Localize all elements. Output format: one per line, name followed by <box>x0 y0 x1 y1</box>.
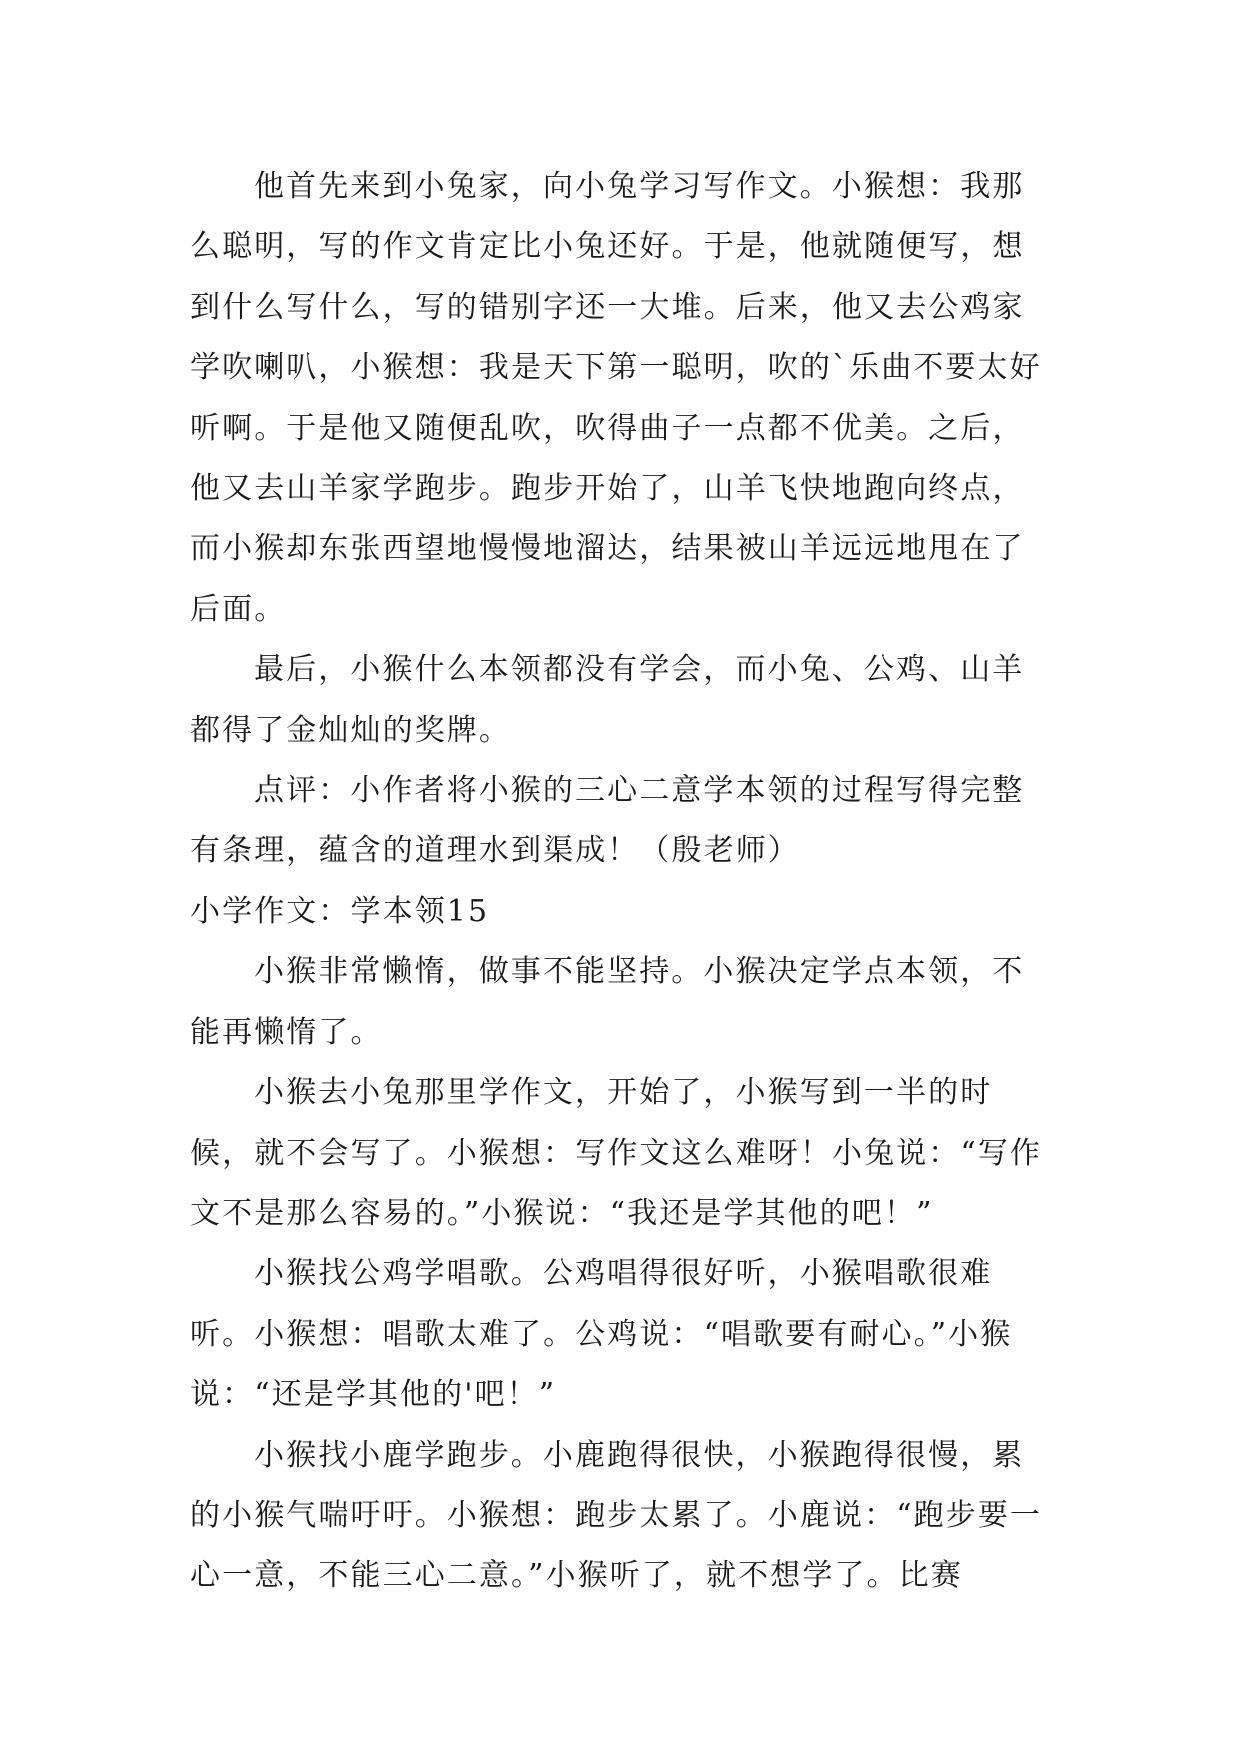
paragraph: 他首先来到小兔家，向小兔学习写作文。小猴想：我那么聪明，写的作文肯定比小兔还好。于是，他就随便写，想到什么写什么，写的错别字还一大堆。后来，他又去公鸡家学吹喇叭，小猴想：我是天下第一聪明，吹的`乐曲不要太好听啊。于是他又随便乱吹，吹得曲子一点都不优美。之后，他又去山羊家学跑步。跑步开始了，山羊飞快地跑向终点，而小猴却东张西望地慢慢地溜达，结果被山羊远远地甩在了后面。 <box>190 169 1042 627</box>
document-body <box>190 157 1052 1607</box>
paragraph: 最后，小猴什么本领都没有学会，而小兔、公鸡、山羊都得了金灿灿的奖牌。 <box>190 652 1025 748</box>
paragraph: 小猴非常懒惰，做事不能坚持。小猴决定学点本领，不能再懒惰了。 <box>190 954 1025 1050</box>
section-heading: 小学作文：学本领15 <box>190 893 490 929</box>
paragraph: 小猴找小鹿学跑步。小鹿跑得很快，小猴跑得很慢，累的小猴气喘吁吁。小猴想：跑步太累了。小鹿说：“跑步要一心一意，不能三心二意。”小猴听了，就不想学了。比赛 <box>190 1437 1043 1594</box>
paragraph: 点评：小作者将小猴的三心二意学本领的过程写得完整有条理，蕴含的道理水到渠成！（殷老师） <box>190 773 1025 869</box>
paragraph: 小猴找公鸡学唱歌。公鸡唱得很好听，小猴唱歌很难听。小猴想：唱歌太难了。公鸡说：“唱歌要有耐心。”小猴说：“还是学其他的'吧！” <box>190 1256 1013 1413</box>
paragraph: 小猴去小兔那里学作文，开始了，小猴写到一半的时候，就不会写了。小猴想：写作文这么难呀！小兔说：“写作文不是那么容易的。”小猴说：“我还是学其他的吧！” <box>190 1075 1043 1231</box>
